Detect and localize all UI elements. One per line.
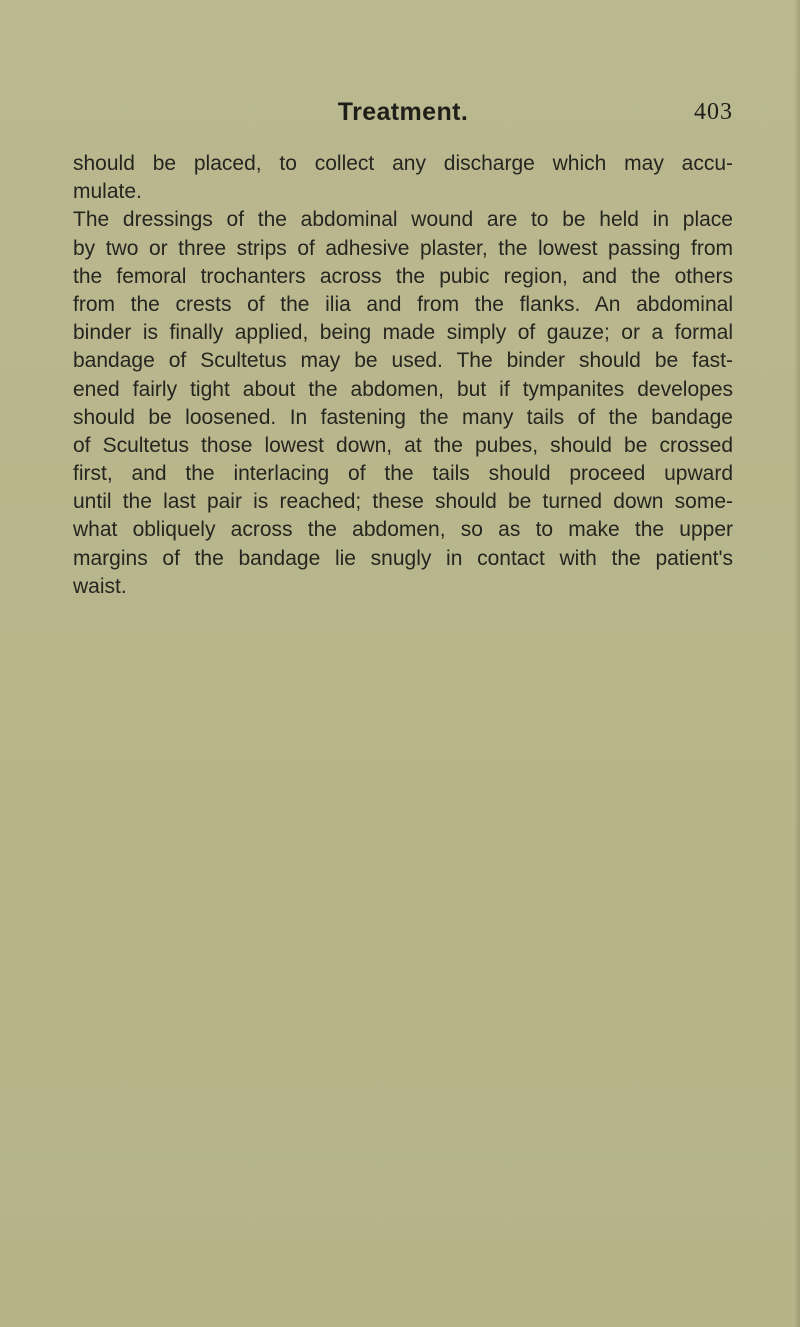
page-number: 403 bbox=[694, 99, 733, 125]
text-line: the femoral trochanters across the pubic region, and the others bbox=[73, 264, 733, 288]
text-line: from the crests of the ilia and from the flanks. An abdominal bbox=[73, 292, 733, 316]
text-line: mulate. bbox=[73, 180, 142, 204]
text-line: The dressings of the abdominal wound are to be held in place bbox=[73, 208, 733, 232]
running-title: Treatment. bbox=[337, 98, 469, 126]
text-line: ened fairly tight about the abdomen, but if tympanites developes bbox=[73, 377, 733, 401]
text-line: first, and the interlacing of the tails should proceed upward bbox=[73, 462, 733, 486]
text-line: should be loosened. In fastening the many tails of the bandage bbox=[73, 405, 733, 429]
page-header bbox=[73, 98, 733, 138]
body-text bbox=[73, 150, 733, 601]
text-line: by two or three strips of adhesive plaster, the lowest passing from bbox=[73, 236, 733, 260]
text-line: should be placed, to collect any discharge which may accu- bbox=[73, 152, 733, 175]
page-edge-shadow bbox=[794, 0, 800, 1327]
text-line: of Scultetus those lowest down, at the pubes, should be crossed bbox=[73, 433, 733, 457]
text-line: waist. bbox=[73, 574, 127, 598]
text-line: binder is finally applied, being made simply of gauze; or a formal bbox=[73, 321, 733, 345]
text-line: bandage of Scultetus may be used. The binder should be fast- bbox=[73, 349, 733, 373]
text-line: until the last pair is reached; these should be turned down some- bbox=[73, 490, 733, 514]
text-line: margins of the bandage lie snugly in contact with the patient's bbox=[73, 546, 733, 570]
text-line: what obliquely across the abdomen, so as to make the upper bbox=[73, 518, 733, 542]
